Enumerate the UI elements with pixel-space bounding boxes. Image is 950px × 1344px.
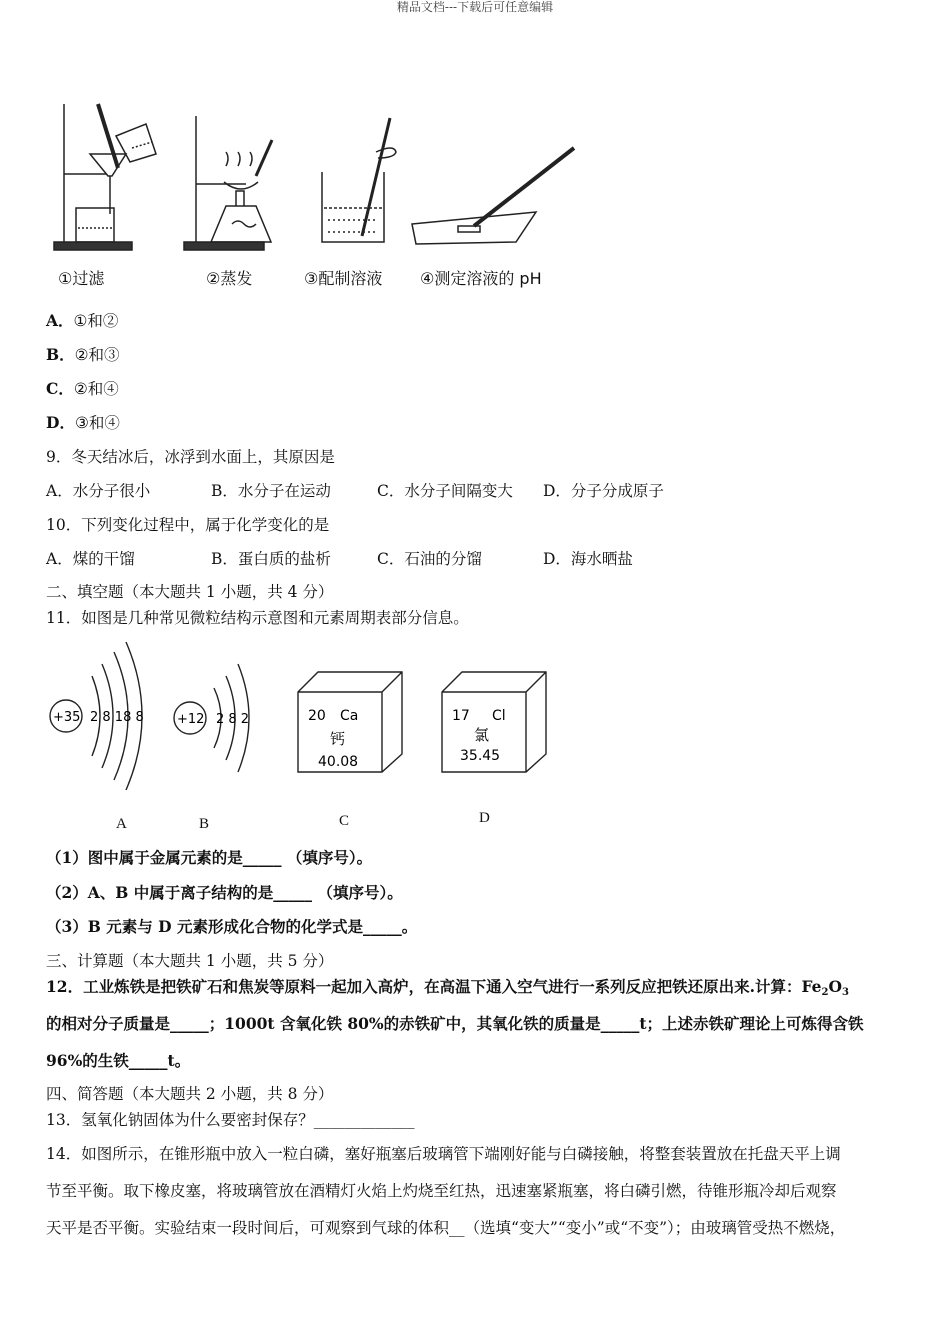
page-header: 精品文档---下载后可任意编辑 <box>396 0 554 14</box>
cell-d-mass: 35.45 <box>460 748 501 764</box>
figure-caption-ph-test: ④测定溶液的 pH <box>420 269 542 288</box>
q11-subquestion-3: （3）B 元素与 D 元素形成化合物的化学式是_____。 <box>46 917 418 936</box>
figure-caption-filter: ①过滤 <box>58 269 105 288</box>
q11-subquestion-1: （1）图中属于金属元素的是_____ （填序号）。 <box>46 848 373 867</box>
q9-stem: 9．冬天结冰后，冰浮到水面上，其原因是 <box>46 448 335 466</box>
figure-label-b: B <box>199 816 210 832</box>
cell-c-name: 钙 <box>330 730 346 748</box>
atom-b-nucleus-charge: +12 <box>177 712 205 727</box>
section-calculation-heading: 三、计算题（本大题共 1 小题，共 5 分） <box>46 952 334 970</box>
atom-a-shell-electrons: 2 8 18 8 <box>90 710 144 725</box>
q10-option-c: C．石油的分馏 <box>377 550 482 568</box>
q9-option-b: B．水分子在运动 <box>211 482 331 500</box>
cell-d-symbol: Cl <box>492 708 506 724</box>
q9-option-c: C．水分子间隔变大 <box>377 482 513 500</box>
q10-option-d: D．海水晒盐 <box>543 550 633 568</box>
cell-c-mass: 40.08 <box>318 754 359 770</box>
atom-a-nucleus-charge: +35 <box>53 710 81 725</box>
q12-line-2: 的相对分子质量是_____；1000t 含氧化铁 80%的赤铁矿中，其氧化铁的质量是_____t；上述赤铁矿理论上可炼得含铁 <box>46 1014 864 1033</box>
atom-b-shell-electrons: 2 8 2 <box>216 712 250 727</box>
q14-line-1: 14．如图所示，在锥形瓶中放入一粒白磷，塞好瓶塞后玻璃管下端刚好能与白磷接触，将整套装置放在托盘天平上调 <box>46 1145 841 1163</box>
q10-option-b: B．蛋白质的盐析 <box>211 550 331 568</box>
q12-line-3: 96%的生铁_____t。 <box>46 1051 191 1070</box>
cell-d-name: 氯 <box>474 726 490 744</box>
q11-subquestion-2: （2）A、B 中属于离子结构的是_____ （填序号）。 <box>46 883 403 902</box>
lab-operations-figure <box>46 96 586 256</box>
q8-option-c: C．②和④ <box>46 379 119 398</box>
q14-line-2: 节至平衡。取下橡皮塞，将玻璃管放在酒精灯火焰上灼烧至红热，迅速塞紧瓶塞，将白磷引燃，待锥形瓶冷却后观察 <box>46 1182 837 1200</box>
q12-line-1: 12．工业炼铁是把铁矿石和焦炭等原料一起加入高炉，在高温下通入空气进行一系列反应把铁还原出来.计算：Fe2O3 <box>46 977 849 998</box>
figure-label-d: D <box>479 810 490 826</box>
q14-line-3: 天平是否平衡。实验结束一段时间后，可观察到气球的体积__（选填“变大”“变小”或“不变”）；由玻璃管受热不燃烧， <box>46 1219 846 1237</box>
cell-d-atomic-number: 17 <box>452 708 470 724</box>
q8-option-d: D．③和④ <box>46 413 120 432</box>
q13-question: 13．氢氧化钠固体为什么要密封保存？_____________ <box>46 1111 415 1129</box>
q8-option-a: A．①和② <box>46 311 119 330</box>
q10-stem: 10．下列变化过程中，属于化学变化的是 <box>46 516 330 534</box>
q9-option-d: D．分子分成原子 <box>543 482 664 500</box>
figure-label-c: C <box>339 813 350 829</box>
cell-c-atomic-number: 20 <box>308 708 326 724</box>
section-short-answer-heading: 四、简答题（本大题共 2 小题，共 8 分） <box>46 1085 334 1103</box>
figure-label-a: A <box>116 816 127 832</box>
particle-structure-figure <box>46 638 566 798</box>
figure-caption-prepare-solution: ③配制溶液 <box>304 269 383 288</box>
q8-option-b: B．②和③ <box>46 345 120 364</box>
q10-option-a: A．煤的干馏 <box>46 550 135 568</box>
q11-stem: 11．如图是几种常见微粒结构示意图和元素周期表部分信息。 <box>46 609 469 627</box>
section-fill-in-heading: 二、填空题（本大题共 1 小题，共 4 分） <box>46 583 334 601</box>
cell-c-symbol: Ca <box>340 708 359 724</box>
q9-option-a: A．水分子很小 <box>46 482 151 500</box>
figure-caption-evaporate: ②蒸发 <box>206 269 253 288</box>
